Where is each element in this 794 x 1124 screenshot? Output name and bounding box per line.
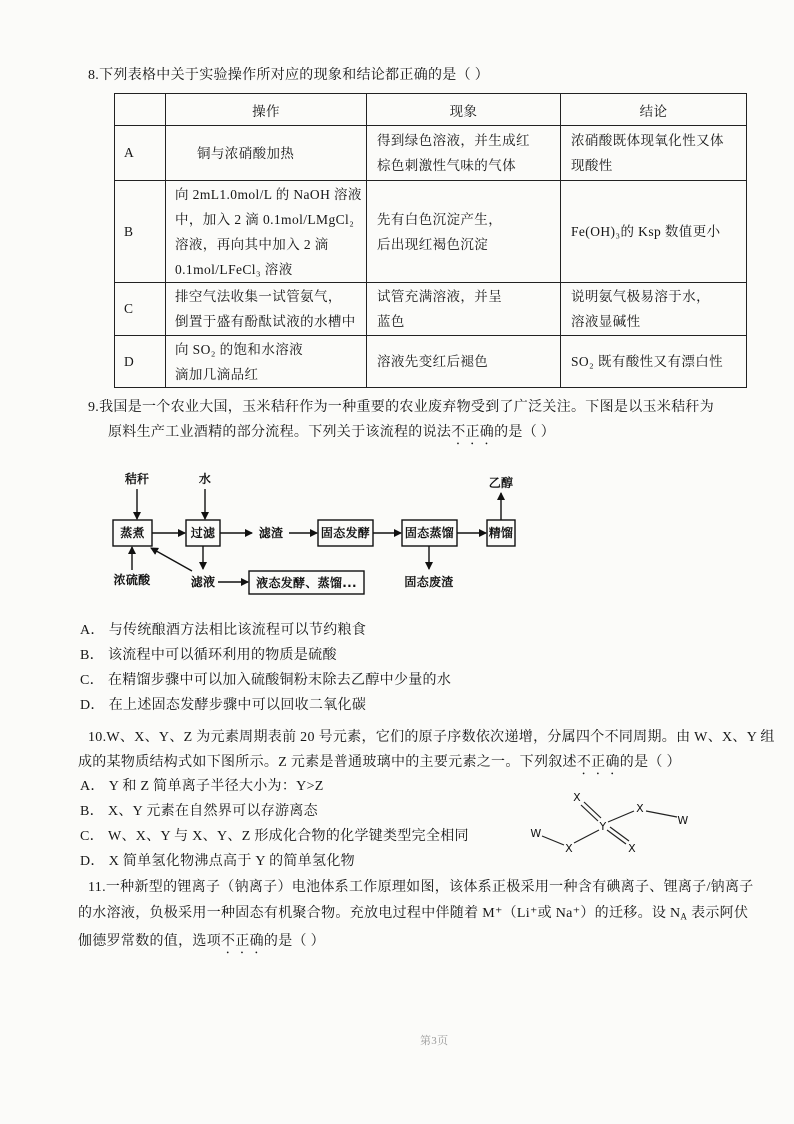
row-label: B [115,181,166,283]
operation-cell [166,283,367,336]
option-label: D． [80,854,105,869]
row-label: D [115,336,166,388]
single-bond [646,811,677,817]
text-line: 棕色刺激性气味的气体 [377,158,516,173]
flow-label-water: 水 [198,472,212,486]
q8-stem: 8.下列表格中关于实验操作所对应的现象和结论都正确的是（ ） [88,68,489,83]
experiment-table [114,93,747,388]
text-segment: 表示阿伏 [687,906,749,921]
flow-label-acid: 浓硫酸 [113,573,151,587]
conclusion-cell [561,283,747,336]
table-row [115,126,747,181]
header-blank [115,94,166,126]
option-b [80,643,451,668]
option-text: X 简单氢化物沸点高于 Y 的简单氢化物 [108,854,355,869]
text-segment: 的是（ ） [263,934,325,950]
emphasis-text: 不正确 [576,755,620,770]
option-c [80,668,451,693]
phenomenon-cell [367,336,561,388]
flow-label-residue: 滤渣 [258,526,284,540]
text-segment: 的是（ ） [494,425,556,440]
option-text: 该流程中可以循环利用的物质是硫酸 [107,648,337,663]
text-line: 先有白色沉淀产生， [377,211,503,227]
text-line: 滴加几滴品红 [175,366,259,382]
option-text: Y 和 Z 简单离子半径大小为：Y>Z [108,779,324,794]
option-text: 在精馏步骤中可以加入硫酸铜粉末除去乙醇中少量的水 [107,673,452,688]
table-row [115,336,747,388]
flow-label-rectify: 精馏 [488,526,514,540]
flow-label-solid-distill: 固态蒸馏 [404,526,455,540]
header-operation: 操作 [166,94,367,126]
conclusion-cell [561,181,747,283]
structural-formula [520,785,700,860]
option-label: B． [80,804,104,819]
flow-label-cook: 蒸煮 [120,526,145,540]
atom-label: X [636,802,644,815]
flow-label-straw: 秸秆 [124,472,150,486]
flow-label-ethanol: 乙醇 [488,476,514,490]
q10-options [80,774,469,874]
table-row [115,181,747,283]
single-bond [574,830,599,843]
phenomenon-cell [367,283,561,336]
option-text: X、Y 元素在自然界可以存游离态 [107,804,318,819]
text-segment: 的是（ ） [619,755,681,770]
option-label: A． [80,623,105,638]
emphasis-text: 不正确 [221,934,264,950]
single-bond [608,811,634,822]
text-line: Fe(OH)₃的 Ksp 数值更小 [571,224,721,239]
text-line: 9.我国是一个农业大国，玉米秸秆作为一种重要的农业废弃物受到了广泛关注。下图是以玉米秸秆为 [88,400,714,415]
phenomenon-cell [367,126,561,181]
atom-label: Y [599,820,607,833]
text-line [108,420,714,448]
subscript-text: A [680,911,688,922]
text-line: 向 2mL1.0mol/L 的 NaOH 溶液 [175,186,362,202]
atom-label: W [530,827,542,840]
text-line: 0.1mol/LFeCl₃ 溶液 [175,261,293,277]
option-text: W、X、Y 与 X、Y、Z 形成化合物的化学键类型完全相同 [107,829,469,844]
text-segment: 成的某物质结构式如下图所示。Z 元素是普通玻璃中的主要元素之一。下列叙述 [78,755,577,770]
text-line: 10.W、X、Y、Z 为元素周期表前 20 号元素，它们的原子序数依次递增，分属四个不同周期。由 W、X、Y 组 [88,730,775,745]
text-line: 向 SO₂ 的饱和水溶液 [175,341,304,357]
q10-stem [78,725,775,778]
text-line [78,929,754,957]
operation-cell [166,181,367,283]
q9-options [80,618,451,718]
text-line: 倒置于盛有酚酞试液的水槽中 [175,314,356,329]
atom-label: X [573,791,581,804]
row-label: A [115,126,166,181]
flow-label-filtrate: 滤液 [190,575,216,589]
flow-arrow [151,548,192,571]
header-conclusion: 结论 [561,94,747,126]
flow-label-waste: 固态废渣 [404,575,454,589]
q9-stem [88,395,714,448]
text-line: 溶液先变红后褪色 [377,354,489,369]
option-text: 在上述固态发酵步骤中可以回收二氧化碳 [108,698,367,713]
table-row [115,283,747,336]
option-d [80,693,451,718]
header-phenomenon: 现象 [367,94,561,126]
option-c [80,824,469,849]
option-label: D． [80,698,105,713]
text-segment: 的水溶液，负极采用一种固态有机聚合物。充放电过程中伴随着 M⁺（Li⁺或 Na⁺）的迁移。设 N [78,906,681,921]
option-label: C． [80,673,104,688]
text-line: 铜与浓硝酸加热 [197,145,295,161]
conclusion-cell [561,336,747,388]
text-line: 蓝色 [377,314,405,329]
option-label: A． [80,779,105,794]
text-line [78,901,754,929]
option-b [80,799,469,824]
emphasis-text: 不正确 [451,425,495,440]
flow-label-filter: 过滤 [190,526,216,540]
row-label: C [115,283,166,336]
text-line: 中，加入 2 滴 0.1mol/LMgCl₂ [175,211,355,227]
table-header-row [115,94,747,126]
text-line: 浓硝酸既体现氧化性又体 [571,133,724,148]
atom-label: X [628,842,636,855]
q11-stem [78,875,754,957]
process-flow-diagram [100,465,540,605]
option-d [80,849,469,874]
text-line: 试管充满溶液，并呈 [377,289,503,304]
phenomenon-cell [367,181,561,283]
option-a [80,774,469,799]
conclusion-cell [561,126,747,181]
option-label: C． [80,829,104,844]
text-segment: 伽德罗常数的值，选项 [78,934,221,950]
text-line: 现酸性 [571,158,613,173]
atom-label: W [677,814,689,827]
text-line: 排空气法收集一试管氨气， [175,289,342,304]
text-line: 溶液显碱性 [571,314,641,329]
atom-label: X [565,842,573,855]
text-line: 后出现红褐色沉淀 [377,236,489,252]
text-line: SO₂ 既有酸性又有漂白性 [571,354,724,369]
text-line: 11.一种新型的锂离子（钠离子）电池体系工作原理如图，该体系正极采用一种含有碘离子、锂离子/钠离子 [88,880,754,895]
option-label: B． [80,648,104,663]
option-text: 与传统酿酒方法相比该流程可以节约粮食 [108,623,367,638]
flow-label-liquid-process: 液态发酵、蒸馏... [256,576,357,590]
operation-cell [166,336,367,388]
option-a [80,618,451,643]
page-number: 第3页 [420,1035,449,1047]
text-line: 说明氨气极易溶于水， [571,289,710,304]
flow-label-solid-ferment: 固态发酵 [320,526,371,540]
single-bond [542,836,564,845]
text-line: 溶液，再向其中加入 2 滴 [175,236,329,252]
text-segment: 原料生产工业酒精的部分流程。下列关于该流程的说法 [108,425,452,440]
text-line: 得到绿色溶液，并生成红 [377,133,530,148]
operation-cell [166,126,367,181]
